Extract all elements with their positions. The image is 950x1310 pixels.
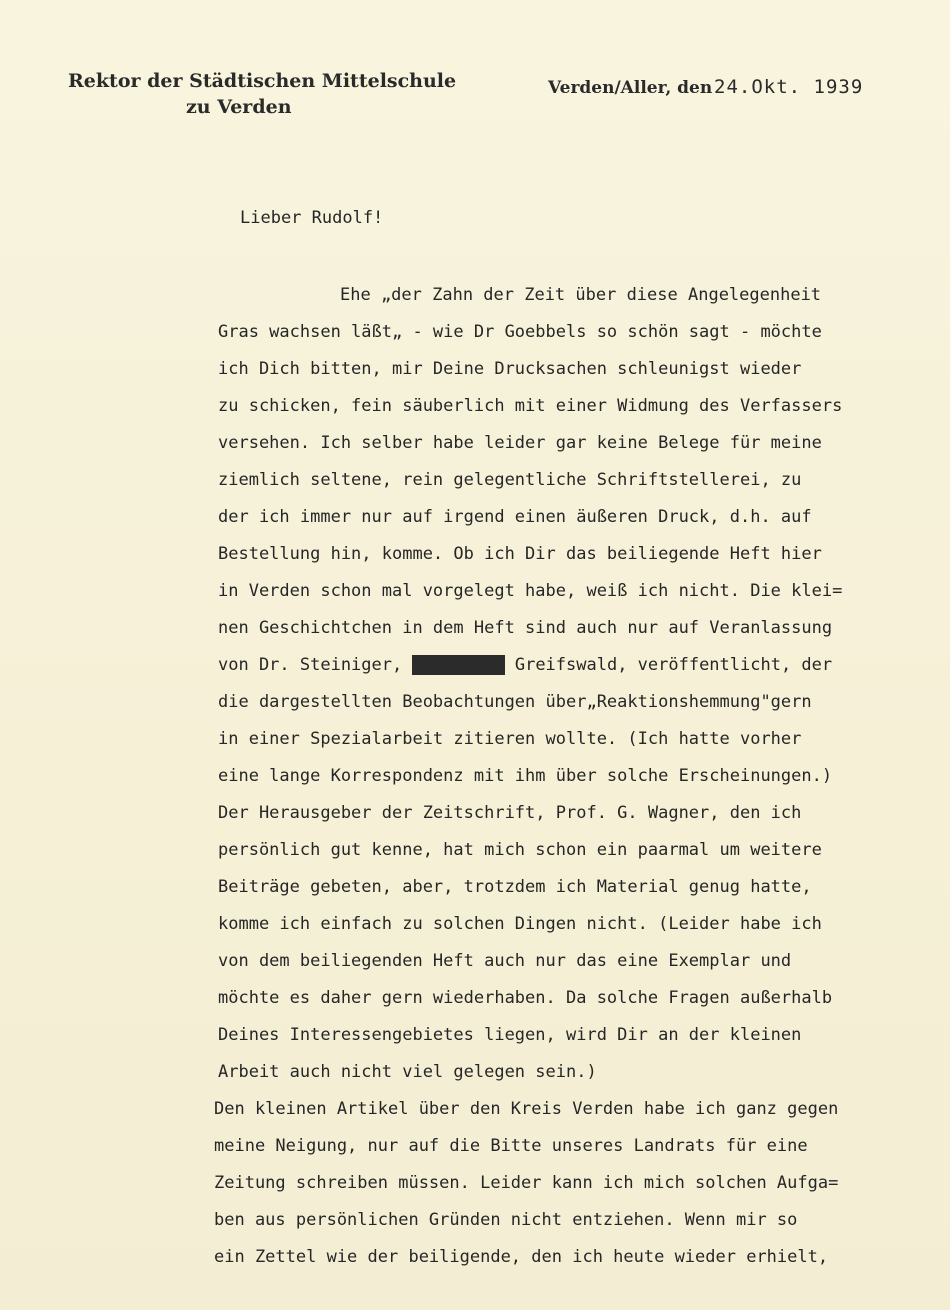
letterhead-line-1: Rektor der Städtischen Mittelschule — [68, 70, 457, 92]
body-line: die dargestellten Beobachtungen über„Reaktionshemmung"gern — [218, 692, 812, 712]
body-line: komme ich einfach zu solchen Dingen nicht. (Leider habe ich — [218, 914, 822, 934]
body-line: möchte es daher gern wiederhaben. Da solche Fragen außerhalb — [218, 988, 833, 1008]
body-line: von dem beiliegenden Heft auch nur das eine Exemplar und — [218, 951, 792, 971]
body-line-part: Greifswald, veröffentlicht, der — [514, 655, 833, 675]
body-line: ich Dich bitten, mir Deine Drucksachen schleunigst wieder — [218, 359, 802, 379]
body-line: nen Geschichtchen in dem Heft sind auch nur auf Veranlassung — [218, 618, 833, 638]
body-line: Arbeit auch nicht viel gelegen sein.) — [218, 1062, 597, 1082]
letterhead-line-2: zu Verden — [186, 96, 292, 118]
body-line: meine Neigung, nur auf die Bitte unseres Landrats für eine — [214, 1136, 808, 1156]
body-line: ziemlich seltene, rein gelegentliche Schriftstellerei, zu — [218, 470, 802, 490]
body-line: Gras wachsen läßt„ - wie Dr Goebbels so schön sagt - möchte — [218, 322, 822, 342]
body-line: persönlich gut kenne, hat mich schon ein paarmal um weitere — [218, 840, 822, 860]
body-line-part: von Dr. Steiniger, — [218, 655, 413, 675]
body-line: Der Herausgeber der Zeitschrift, Prof. G. Wagner, den ich — [218, 803, 802, 823]
body-line: Beiträge gebeten, aber, trotzdem ich Material genug hatte, — [218, 877, 812, 897]
letterhead — [68, 68, 456, 120]
body-line: zu schicken, fein säuberlich mit einer Widmung des Verfassers — [218, 396, 843, 416]
body-line: ein Zettel wie der beiligende, den ich heute wieder erhielt, — [214, 1247, 829, 1267]
body-line: ben aus persönlichen Gründen nicht entziehen. Wenn mir so — [214, 1210, 798, 1230]
body-line: Deines Interessengebietes liegen, wird Dir an der kleinen — [218, 1025, 802, 1045]
body-line: in einer Spezialarbeit zitieren wollte. (Ich hatte vorher — [218, 729, 802, 749]
letter-date: 24.Okt. 1939 — [714, 76, 864, 98]
body-line: Den kleinen Artikel über den Kreis Verden habe ich ganz gegen — [214, 1099, 839, 1119]
body-line: Ehe „der Zahn der Zeit über diese Angelegenheit — [340, 285, 822, 305]
body-line: der ich immer nur auf irgend einen äußeren Druck, d.h. auf — [218, 507, 812, 527]
body-line: Zeitung schreiben müssen. Leider kann ich mich solchen Aufga= — [214, 1173, 839, 1193]
body-line: eine lange Korrespondenz mit ihm über solche Erscheinungen.) — [218, 766, 833, 786]
body-line: versehen. Ich selber habe leider gar keine Belege für meine — [218, 433, 822, 453]
body-line: Bestellung hin, komme. Ob ich Dir das beiliegende Heft hier — [218, 544, 822, 564]
body-line: in Verden schon mal vorgelegt habe, weiß ich nicht. Die klei= — [218, 581, 843, 601]
salutation: Lieber Rudolf! — [240, 208, 384, 228]
body-line — [218, 655, 832, 675]
place-line: Verden/Aller, den — [548, 78, 713, 98]
struck-out-word: XXXXXXXXX — [412, 655, 505, 675]
